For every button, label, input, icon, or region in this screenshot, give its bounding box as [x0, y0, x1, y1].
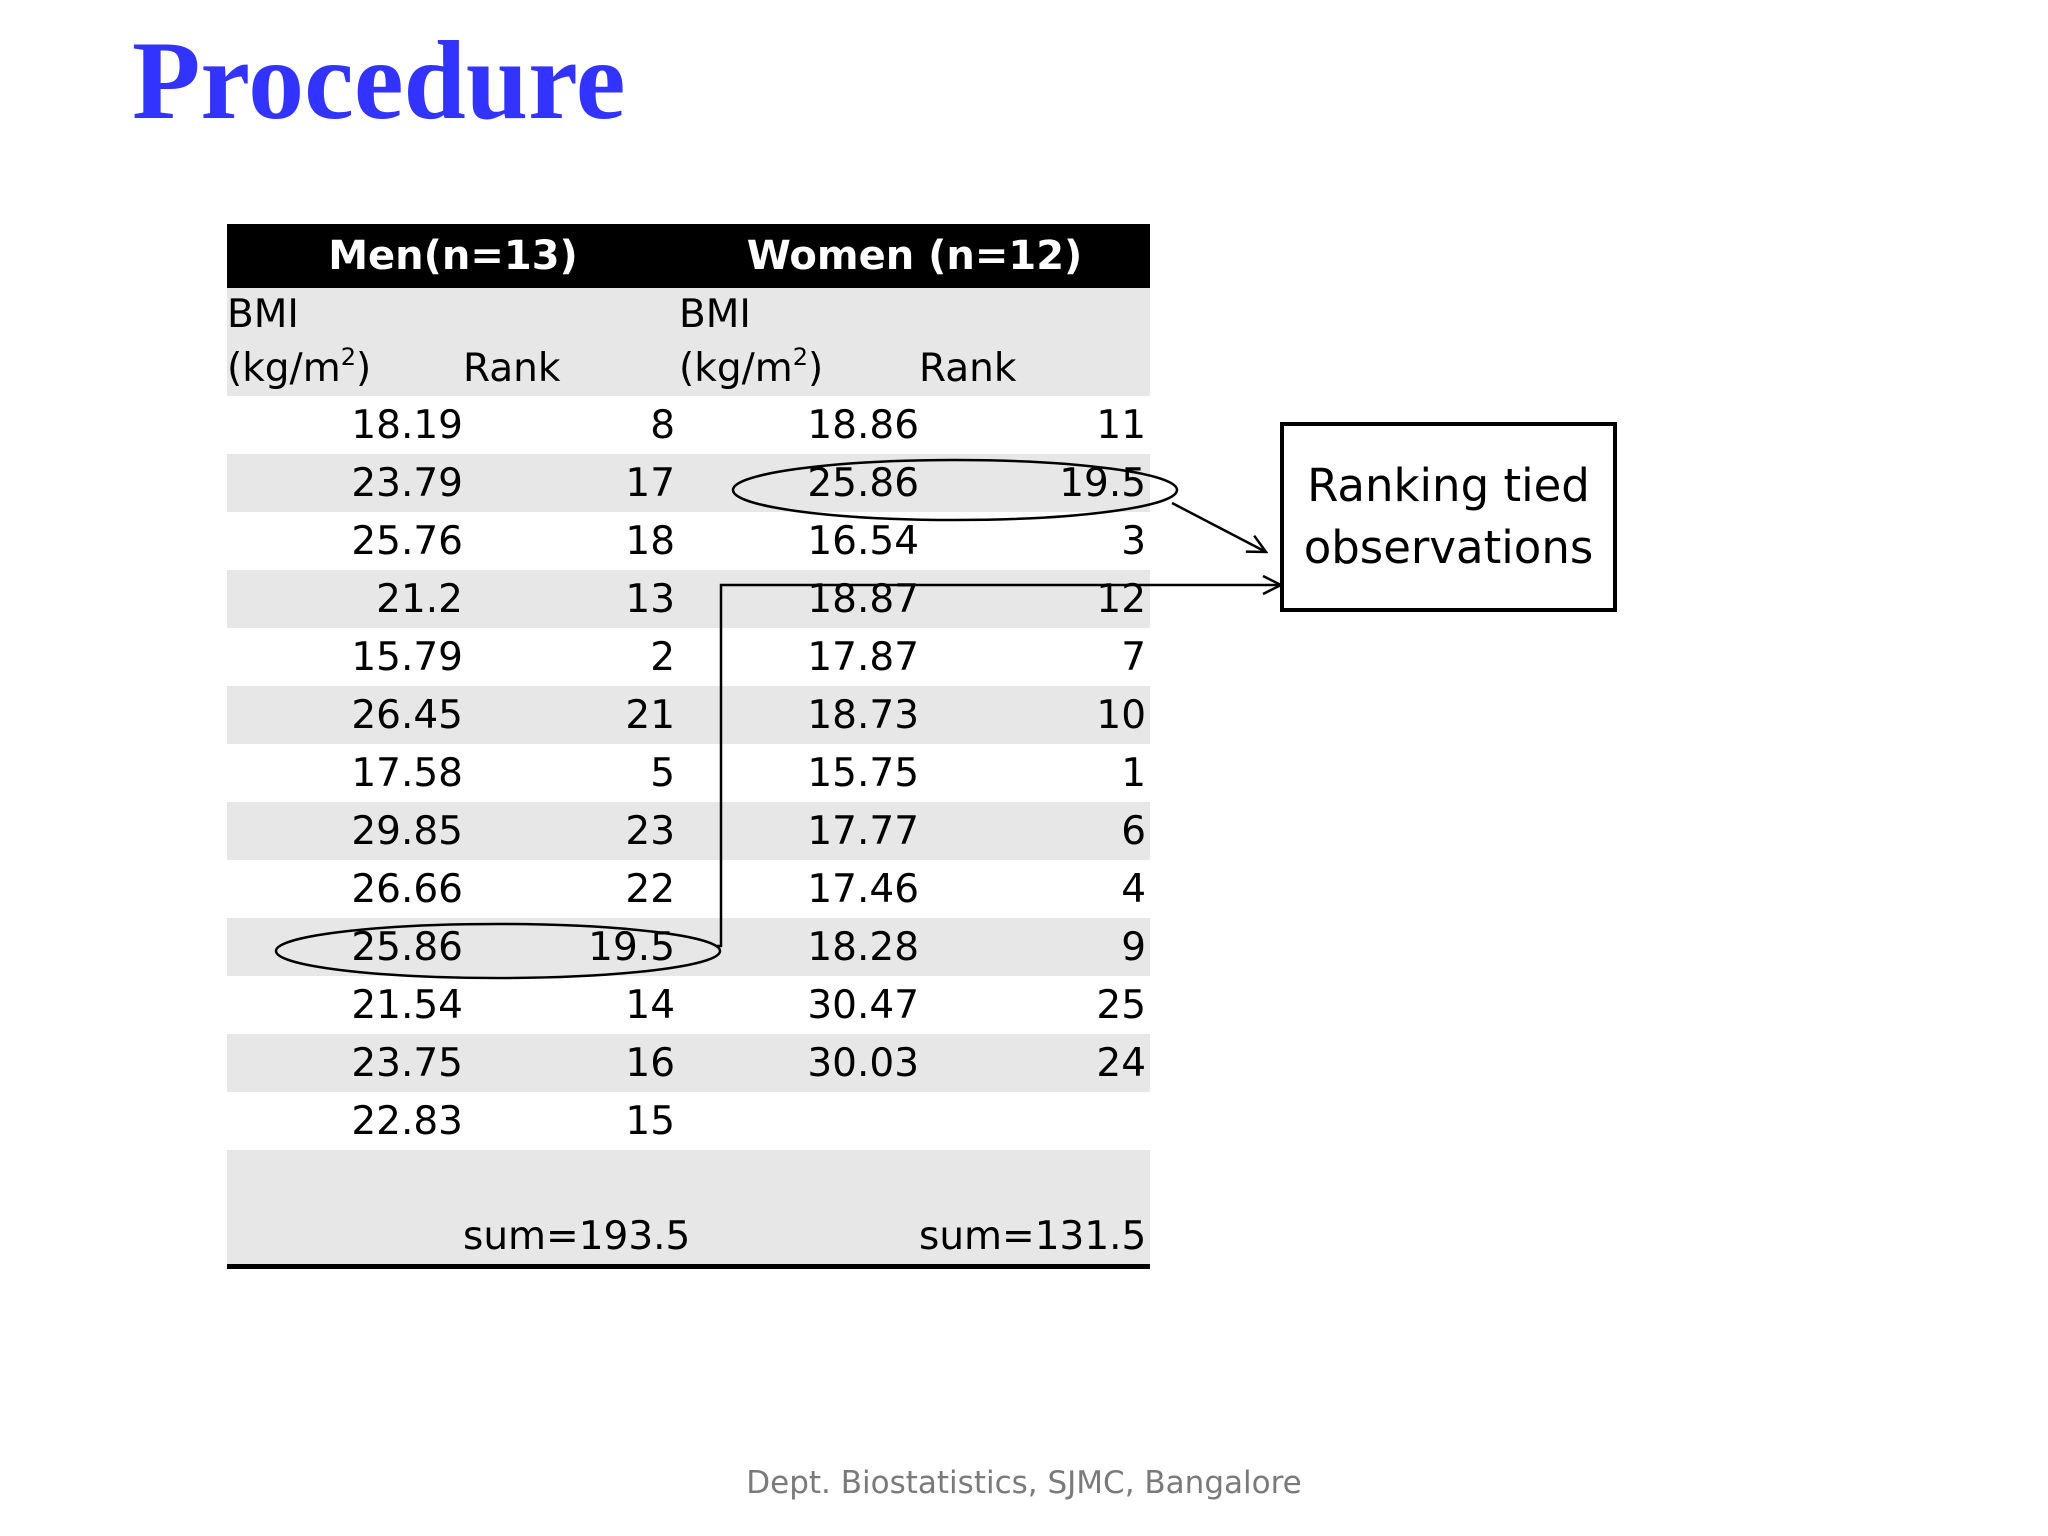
men-group-header: Men(n=13) [328, 233, 578, 279]
men-bmi-cell: 26.45 [351, 692, 463, 738]
women-bmi-cell: 17.87 [807, 634, 920, 680]
table-row [227, 802, 1150, 860]
men-rank-cell: 22 [625, 866, 676, 912]
men-unit-exp: 2 [340, 343, 356, 371]
women-bmi-cell: 16.54 [807, 518, 920, 564]
table-body [227, 396, 1150, 1266]
women-bmi-cell: 17.46 [807, 866, 920, 912]
women-bmi-cell: 30.47 [807, 982, 920, 1028]
men-bmi-cell: 18.19 [351, 402, 463, 448]
women-unit-prefix: (kg/m [679, 346, 793, 391]
women-rank-cell: 19.5 [1059, 460, 1147, 506]
women-group-header: Women (n=12) [746, 233, 1083, 279]
women-bmi-cell: 15.75 [807, 750, 920, 796]
women-rank-cell: 1 [1121, 750, 1147, 796]
women-tie-arrow [1172, 503, 1266, 552]
table-row [227, 918, 1150, 976]
table-row [227, 628, 1150, 686]
table-row [227, 860, 1150, 918]
women-bmi-cell: 25.86 [807, 460, 920, 506]
footer-text: Dept. Biostatistics, SJMC, Bangalore [746, 1465, 1302, 1501]
group-header-row [227, 224, 1150, 288]
women-bmi-label: BMI [679, 292, 751, 337]
men-bmi-cell: 25.86 [351, 924, 463, 970]
men-rank-cell: 8 [650, 402, 676, 448]
men-bmi-header [227, 288, 463, 396]
women-bmi-cell: 18.28 [807, 924, 920, 970]
women-rank-cell: 7 [1121, 634, 1147, 680]
women-bmi-cell: 17.77 [807, 808, 920, 854]
callout-line-1: Ranking tied [1307, 459, 1590, 512]
men-bmi-cell: 17.58 [351, 750, 463, 796]
men-rank-cell: 17 [625, 460, 676, 506]
men-rank-cell: 13 [625, 576, 676, 622]
men-sum: sum=193.5 [463, 1214, 691, 1260]
women-bmi-cell [679, 1092, 919, 1150]
men-rank-cell: 5 [650, 750, 676, 796]
table-row [227, 396, 1150, 454]
women-rank-cell [919, 1092, 1150, 1150]
men-rank-cell: 14 [625, 982, 676, 1028]
table-row [227, 744, 1150, 802]
men-bmi-cell: 23.79 [351, 460, 463, 506]
men-bmi-cell: 25.76 [351, 518, 463, 564]
sum-row [227, 1210, 1150, 1266]
women-bmi-cell: 18.73 [807, 692, 920, 738]
table-row [227, 1034, 1150, 1092]
men-rank-cell: 15 [625, 1098, 676, 1144]
table-row [227, 976, 1150, 1034]
table-row [227, 454, 1150, 512]
women-bmi-cell: 18.87 [807, 576, 920, 622]
table-row [227, 512, 1150, 570]
callout-line-2: observations [1303, 521, 1594, 574]
men-rank-cell: 23 [625, 808, 676, 854]
women-rank-cell: 11 [1096, 402, 1147, 448]
slide-title: Procedure [132, 19, 626, 143]
women-unit-exp: 2 [792, 343, 808, 371]
men-unit-suffix: ) [355, 346, 372, 391]
women-rank-cell: 25 [1096, 982, 1147, 1028]
women-rank-cell: 12 [1096, 576, 1147, 622]
men-bmi-cell: 21.2 [376, 576, 463, 622]
table-row [227, 570, 1150, 628]
men-bmi-cell: 21.54 [351, 982, 463, 1028]
women-sum: sum=131.5 [919, 1214, 1147, 1260]
spacer-row [227, 1150, 1150, 1210]
women-bmi-cell: 18.86 [807, 402, 920, 448]
women-rank-cell: 6 [1121, 808, 1147, 854]
women-bmi-unit [679, 342, 919, 396]
men-bmi-unit [227, 342, 463, 396]
women-rank-cell: 10 [1096, 692, 1147, 738]
sum-blank [227, 1210, 463, 1266]
men-rank-cell: 21 [625, 692, 676, 738]
women-unit-suffix: ) [807, 346, 824, 391]
ranking-tied-callout [1280, 422, 1617, 612]
women-bmi-header [679, 288, 919, 396]
men-bmi-cell: 29.85 [351, 808, 463, 854]
men-bmi-cell: 26.66 [351, 866, 463, 912]
men-rank-cell: 19.5 [588, 924, 676, 970]
women-rank-cell: 3 [1121, 518, 1147, 564]
column-header-row [227, 288, 1150, 396]
women-rank-cell: 9 [1121, 924, 1147, 970]
sum-blank [679, 1210, 919, 1266]
men-bmi-label: BMI [227, 292, 299, 337]
women-rank-header: Rank [919, 346, 1017, 391]
women-bmi-cell: 30.03 [807, 1040, 920, 1086]
men-rank-cell: 18 [625, 518, 676, 564]
table-row [227, 1092, 1150, 1150]
men-rank-cell: 16 [625, 1040, 676, 1086]
men-rank-header: Rank [463, 346, 561, 391]
men-rank-cell: 2 [650, 634, 676, 680]
bmi-rank-table [227, 224, 1150, 1269]
table-row [227, 686, 1150, 744]
men-bmi-cell: 15.79 [351, 634, 463, 680]
women-rank-cell: 4 [1121, 866, 1147, 912]
men-unit-prefix: (kg/m [227, 346, 341, 391]
women-rank-cell: 24 [1096, 1040, 1147, 1086]
men-bmi-cell: 22.83 [351, 1098, 463, 1144]
men-bmi-cell: 23.75 [351, 1040, 463, 1086]
